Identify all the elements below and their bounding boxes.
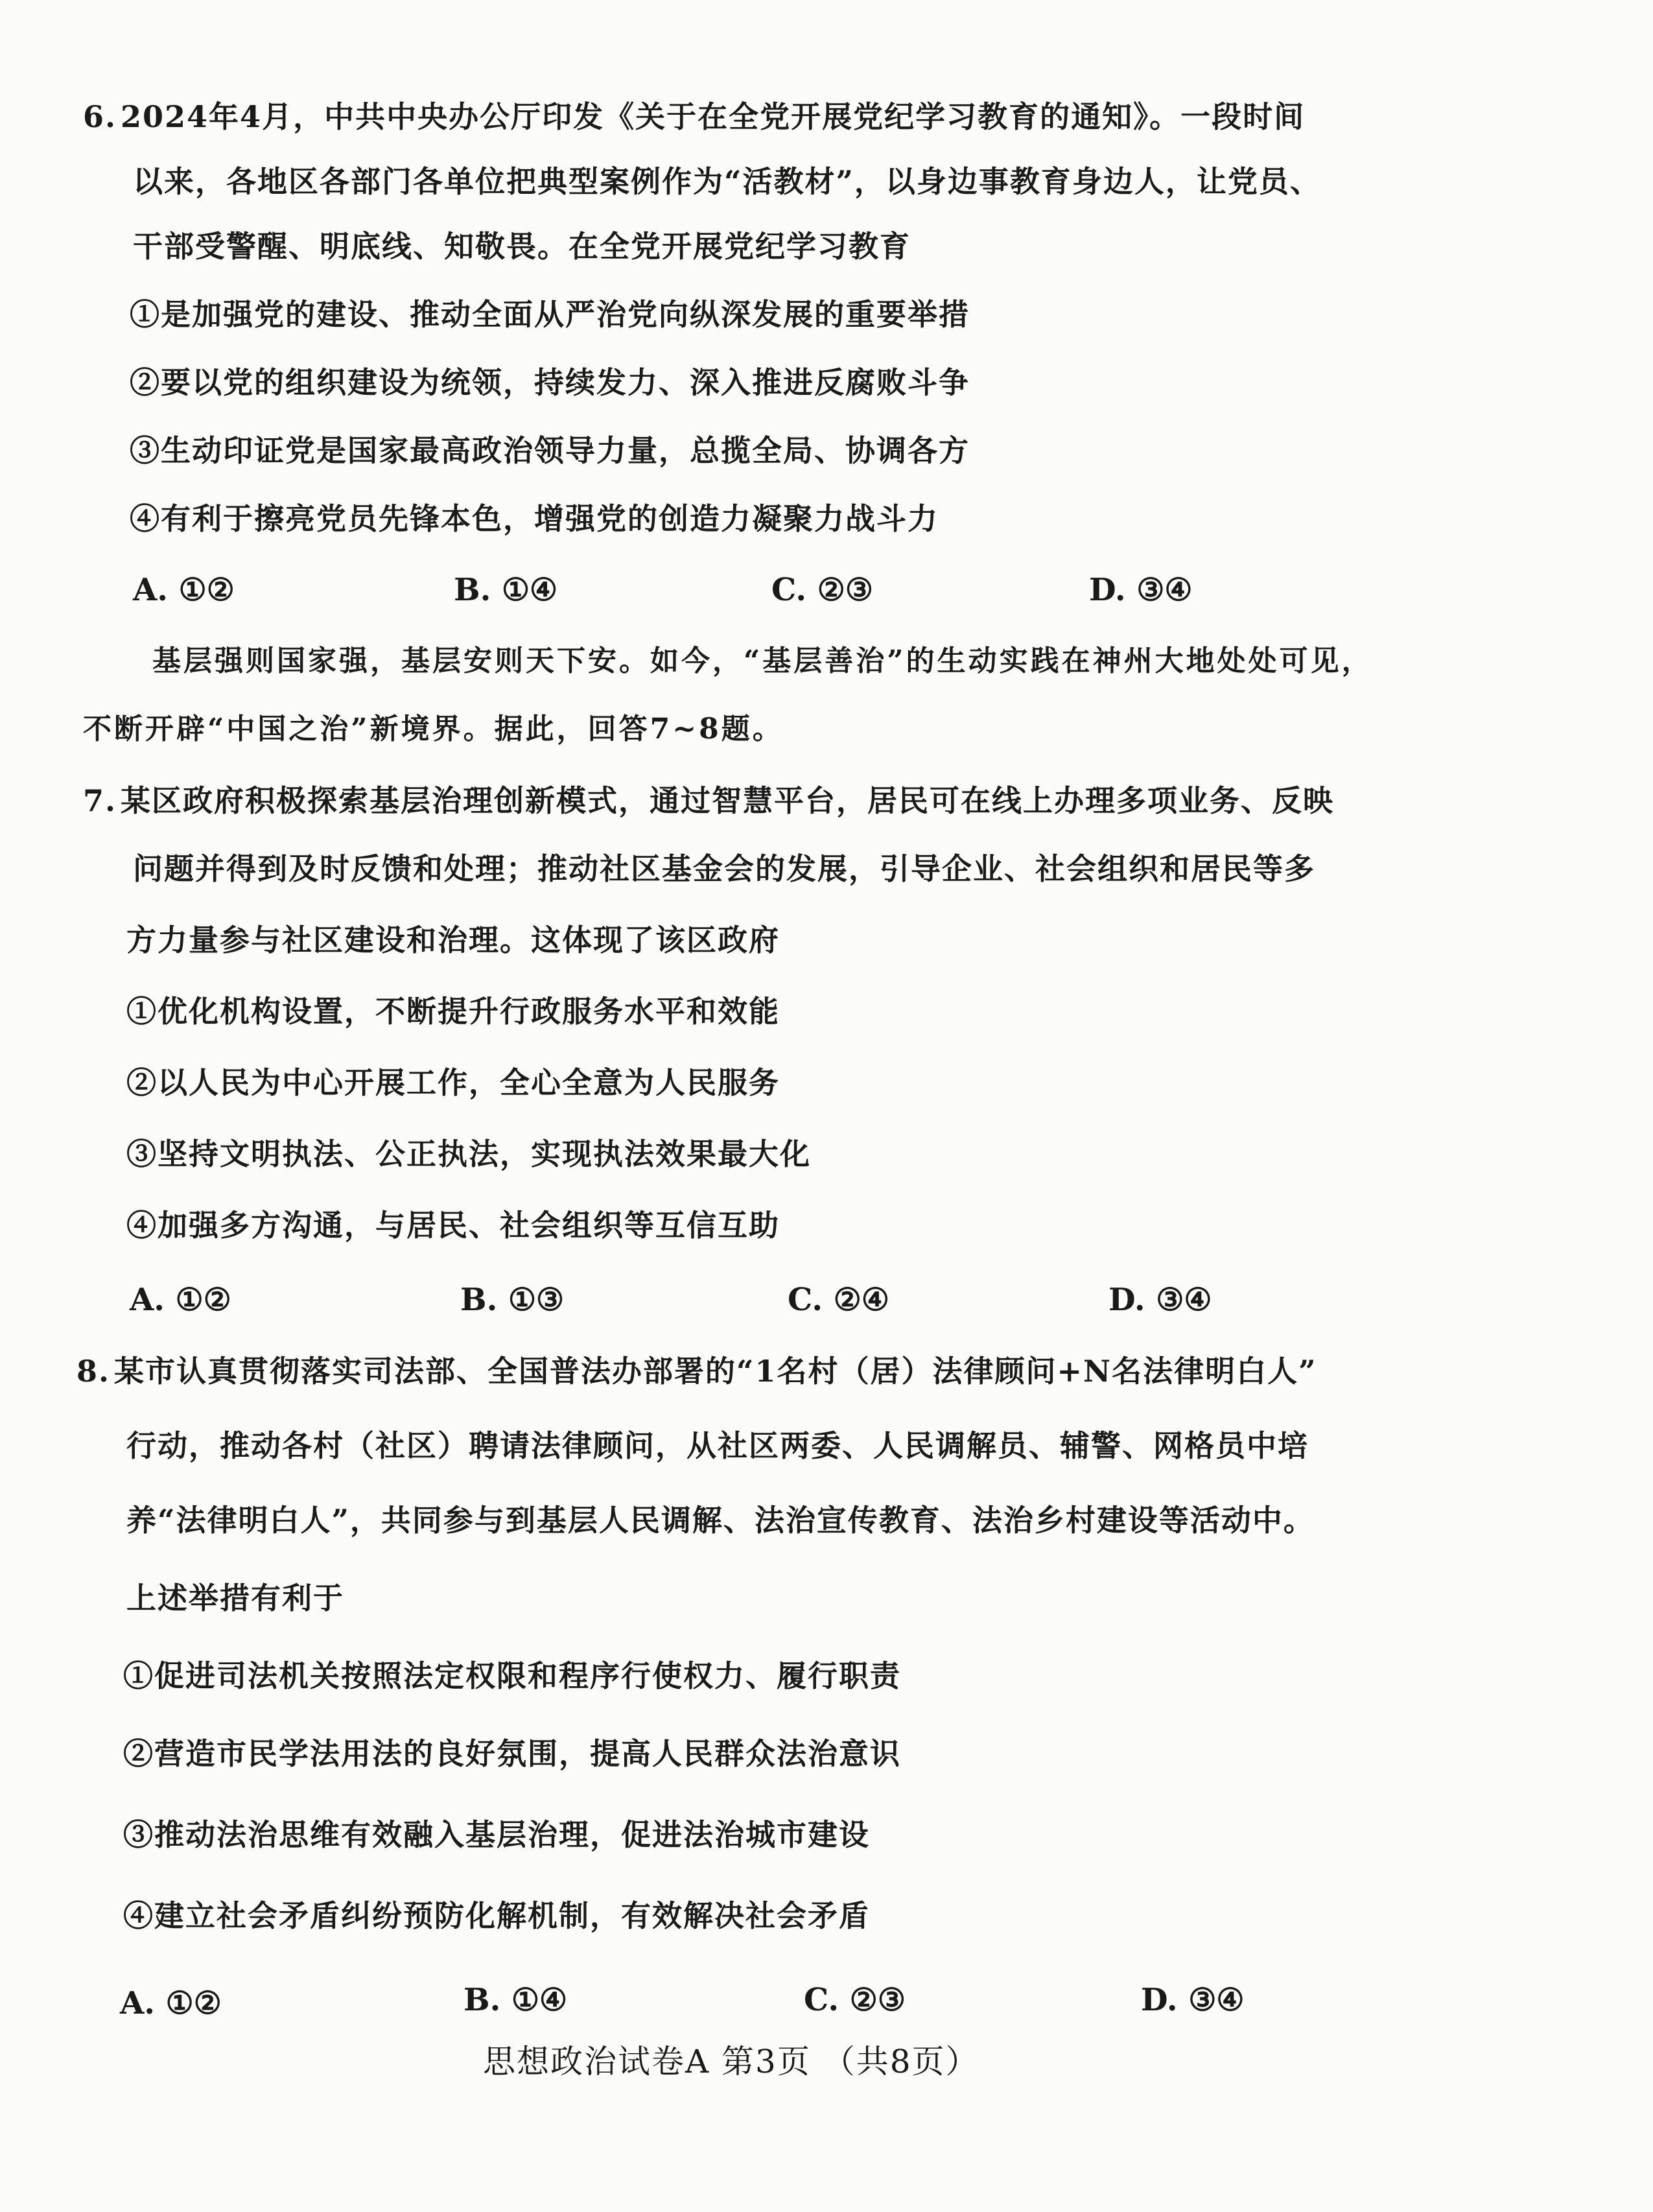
q7-stem-line-2: 问题并得到及时反馈和处理；推动社区基金会的发展，引导企业、社会组织和居民等多 bbox=[133, 851, 1315, 886]
q6-line-1 bbox=[83, 97, 1305, 136]
q6-choice-b: B. ①④ bbox=[454, 572, 558, 608]
q6-option-1: ①是加强党的建设、推动全面从严治党向纵深发展的重要举措 bbox=[130, 297, 970, 332]
q8-option-2: ②营造市民学法用法的良好氛围，提高人民群众法治意识 bbox=[123, 1736, 901, 1771]
q8-option-1: ①促进司法机关按照法定权限和程序行使权力、履行职责 bbox=[123, 1658, 901, 1693]
q6-option-3: ③生动印证党是国家最高政治领导力量，总揽全局、协调各方 bbox=[130, 433, 970, 468]
q7-option-2: ②以人民为中心开展工作，全心全意为人民服务 bbox=[126, 1065, 780, 1100]
q7-choice-d: D. ③④ bbox=[1108, 1282, 1212, 1318]
q8-option-3: ③推动法治思维有效融入基层治理，促进法治城市建设 bbox=[123, 1817, 870, 1852]
q7-option-3: ③坚持文明执法、公正执法，实现执法效果最大化 bbox=[126, 1136, 811, 1171]
q7-stem-text: 某区政府积极探索基层治理创新模式，通过智慧平台，居民可在线上办理多项业务、反映 bbox=[121, 783, 1335, 818]
q6-stem-line-2: 以来，各地区各部门各单位把典型案例作为“活教材”，以身边事教育身边人，让党员、 bbox=[133, 164, 1321, 199]
intro-line-2: 不断开辟“中国之治”新境界。据此，回答7~8题。 bbox=[83, 712, 784, 746]
intro-line-1: 基层强则国家强，基层安则天下安。如今，“基层善治”的生动实践在神州大地处处可见， bbox=[152, 644, 1373, 677]
q7-number: 7. bbox=[83, 783, 117, 818]
q8-stem-line-2: 行动，推动各村（社区）聘请法律顾问，从社区两委、人民调解员、辅警、网格员中培 bbox=[126, 1428, 1309, 1463]
q6-choice-d: D. ③④ bbox=[1089, 572, 1193, 608]
q7-option-4: ④加强多方沟通，与居民、社会组织等互信互助 bbox=[126, 1208, 780, 1243]
q8-option-4: ④建立社会矛盾纠纷预防化解机制，有效解决社会矛盾 bbox=[123, 1898, 870, 1933]
q8-choice-d: D. ③④ bbox=[1141, 1982, 1245, 2018]
q6-number: 6. bbox=[83, 99, 117, 134]
q7-option-1: ①优化机构设置，不断提升行政服务水平和效能 bbox=[126, 994, 780, 1029]
q7-choice-c: C. ②④ bbox=[788, 1282, 889, 1318]
q8-stem-text: 某市认真贯彻落实司法部、全国普法办部署的“1名村（居）法律顾问+N名法律明白人” bbox=[114, 1354, 1317, 1389]
q6-choice-a: A. ①② bbox=[133, 572, 235, 608]
q7-choice-a: A. ①② bbox=[130, 1282, 231, 1318]
q8-choice-a: A. ①② bbox=[120, 1985, 222, 2021]
page-footer: 思想政治试卷A 第3页 （共8页） bbox=[483, 2043, 979, 2080]
q6-stem-line-3: 干部受警醒、明底线、知敬畏。在全党开展党纪学习教育 bbox=[133, 229, 911, 264]
q6-option-4: ④有利于擦亮党员先锋本色，增强党的创造力凝聚力战斗力 bbox=[130, 501, 939, 536]
q8-stem-line-3: 养“法律明白人”，共同参与到基层人民调解、法治宣传教育、法治乡村建设等活动中。 bbox=[126, 1503, 1315, 1538]
q8-choice-c: C. ②③ bbox=[804, 1982, 906, 2018]
q7-line-1 bbox=[83, 781, 1334, 820]
q6-stem-text: 2024年4月，中共中央办公厅印发《关于在全党开展党纪学习教育的通知》。一段时间 bbox=[121, 99, 1306, 134]
q8-line-1 bbox=[76, 1352, 1317, 1391]
q7-stem-line-3: 方力量参与社区建设和治理。这体现了该区政府 bbox=[126, 923, 780, 958]
q8-stem-line-4: 上述举措有利于 bbox=[126, 1581, 344, 1616]
q6-choice-c: C. ②③ bbox=[771, 572, 873, 608]
q7-choice-b: B. ①③ bbox=[460, 1282, 565, 1318]
q6-option-2: ②要以党的组织建设为统领，持续发力、深入推进反腐败斗争 bbox=[130, 365, 970, 400]
q8-number: 8. bbox=[76, 1354, 111, 1389]
q8-choice-b: B. ①④ bbox=[463, 1982, 568, 2018]
